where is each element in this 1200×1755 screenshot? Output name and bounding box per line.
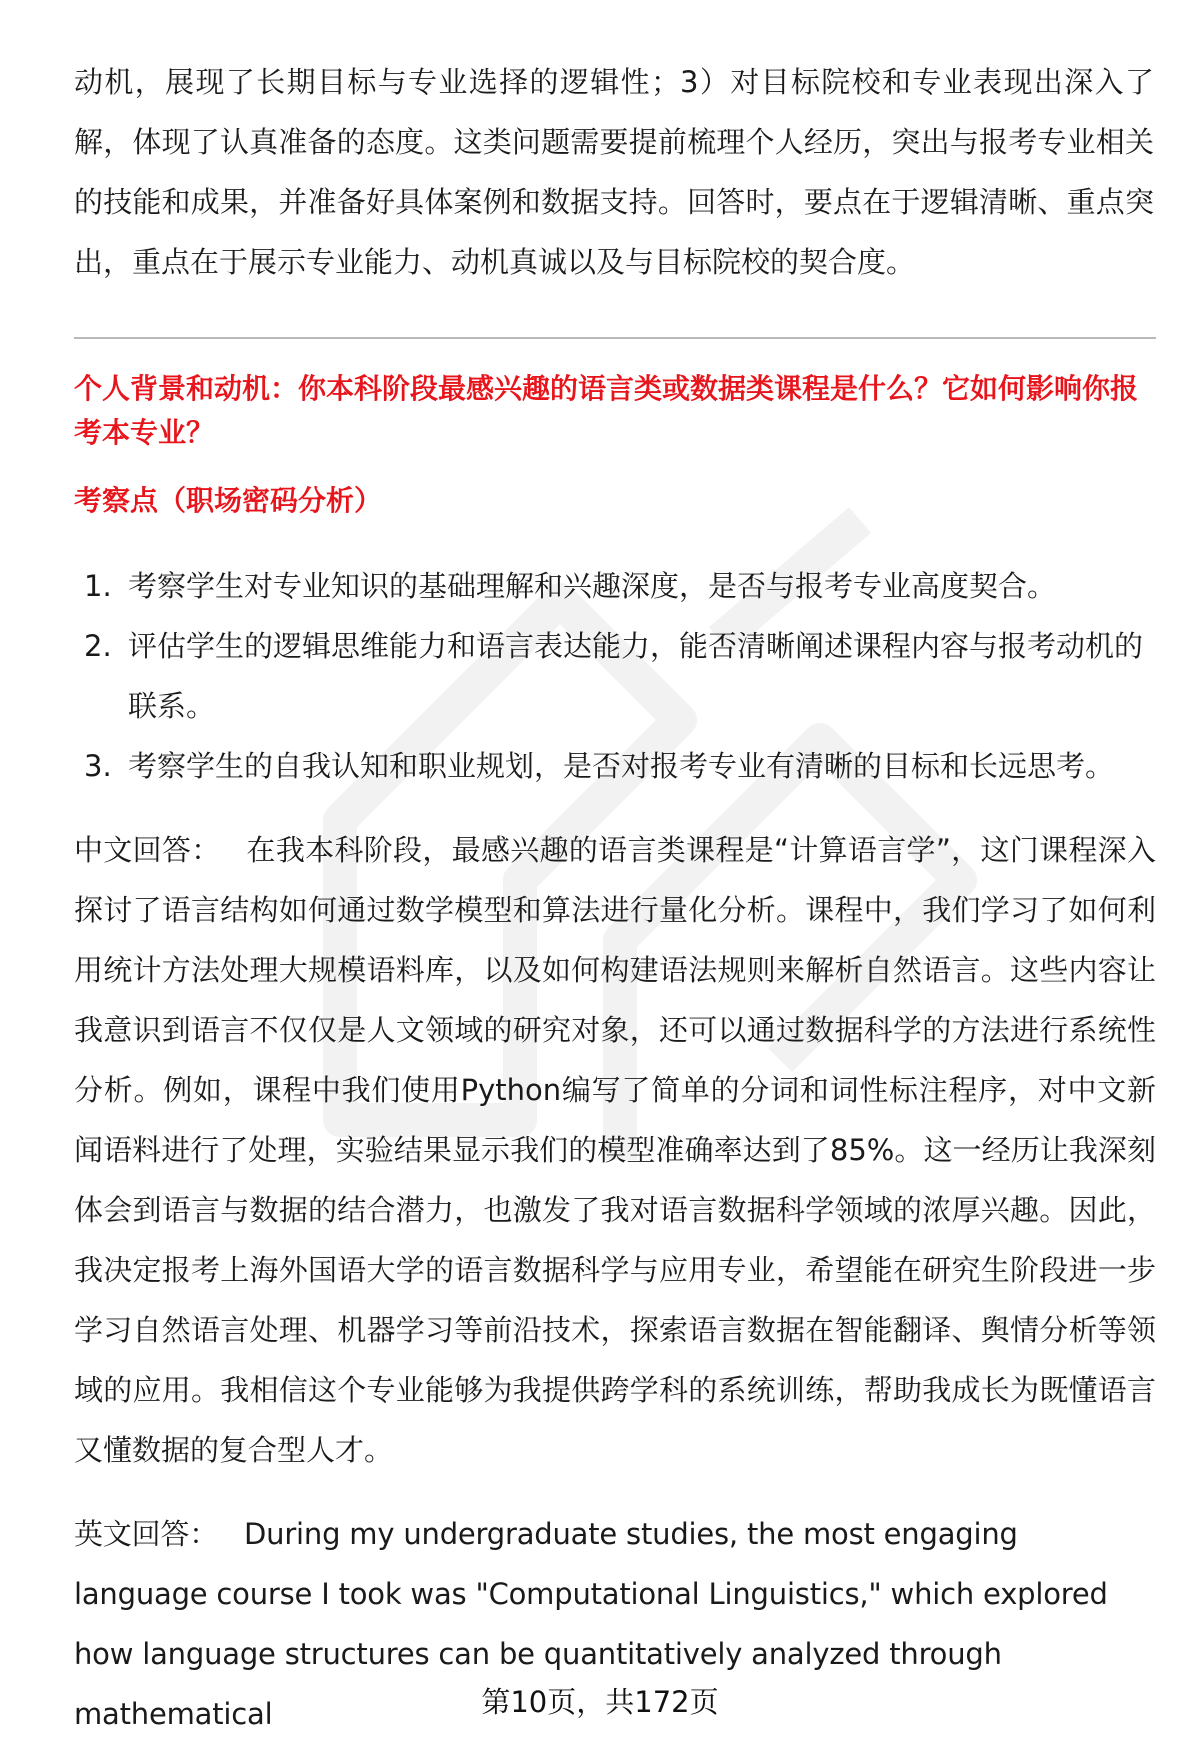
focus-item-number: 3. bbox=[84, 749, 112, 783]
chinese-answer-label: 中文回答： bbox=[74, 833, 221, 867]
section-divider bbox=[74, 337, 1156, 339]
focus-item-text: 评估学生的逻辑思维能力和语言表达能力，能否清晰阐述课程内容与报考动机的联系。 bbox=[128, 629, 1144, 723]
chinese-answer-text: 在我本科阶段，最感兴趣的语言类课程是“计算语言学”，这门课程深入探讨了语言结构如何通过数学模型和算法进行量化分析。课程中，我们学习了如何利用统计方法处理大规模语料库，以及如何构建语法规则来解析自然语言。这些内容让我意识到语言不仅仅是人文领域的研究对象，还可以通过数据科学的方法进行系统性分析。例如，课程中我们使用Python编写了简单的分词和词性标注程序，对中文新闻语料进行了处理，实验结果显示我们的模型准确率达到了85%。这一经历让我深刻体会到语言与数据的结合潜力，也激发了我对语言数据科学领域的浓厚兴趣。因此，我决定报考上海外国语大学的语言数据科学与应用专业，希望能在研究生阶段进一步学习自然语言处理、机器学习等前沿技术，探索语言数据在智能翻译、舆情分析等领域的应用。我相信这个专业能够为我提供跨学科的系统训练，帮助我成长为既懂语言又懂数据的复合型人才。 bbox=[74, 833, 1156, 1467]
chinese-answer bbox=[74, 820, 1156, 1480]
focus-item-text: 考察学生的自我认知和职业规划，是否对报考专业有清晰的目标和长远思考。 bbox=[128, 749, 1115, 783]
page-footer: 第10页，共172页 bbox=[481, 1685, 719, 1719]
intro-paragraph: 动机，展现了长期目标与专业选择的逻辑性；3）对目标院校和专业表现出深入了解，体现了认真准备的态度。这类问题需要提前梳理个人经历，突出与报考专业相关的技能和成果，并准备好具体案例和数据支持。回答时，要点在于逻辑清晰、重点突出，重点在于展示专业能力、动机真诚以及与目标院校的契合度。 bbox=[74, 65, 1154, 279]
focus-heading: 考察点（职场密码分析） bbox=[74, 484, 383, 517]
focus-item-2 bbox=[74, 616, 1154, 736]
english-answer-text: During my undergraduate studies, the most engaging language course I took was "Computational Linguistics," which explored how language structures can be quantitatively analyzed through mathematical bbox=[74, 1517, 1108, 1731]
focus-item-number: 2. bbox=[84, 629, 112, 663]
focus-item-text: 考察学生对专业知识的基础理解和兴趣深度，是否与报考专业高度契合。 bbox=[128, 569, 1057, 603]
focus-item-1 bbox=[74, 556, 1154, 616]
english-answer-label: 英文回答： bbox=[74, 1517, 219, 1551]
focus-list bbox=[74, 556, 1154, 796]
question-heading: 个人背景和动机：你本科阶段最感兴趣的语言类或数据类课程是什么？它如何影响你报考本专业？ bbox=[74, 372, 1139, 449]
focus-item-number: 1. bbox=[84, 569, 112, 603]
focus-item-3 bbox=[74, 736, 1154, 796]
